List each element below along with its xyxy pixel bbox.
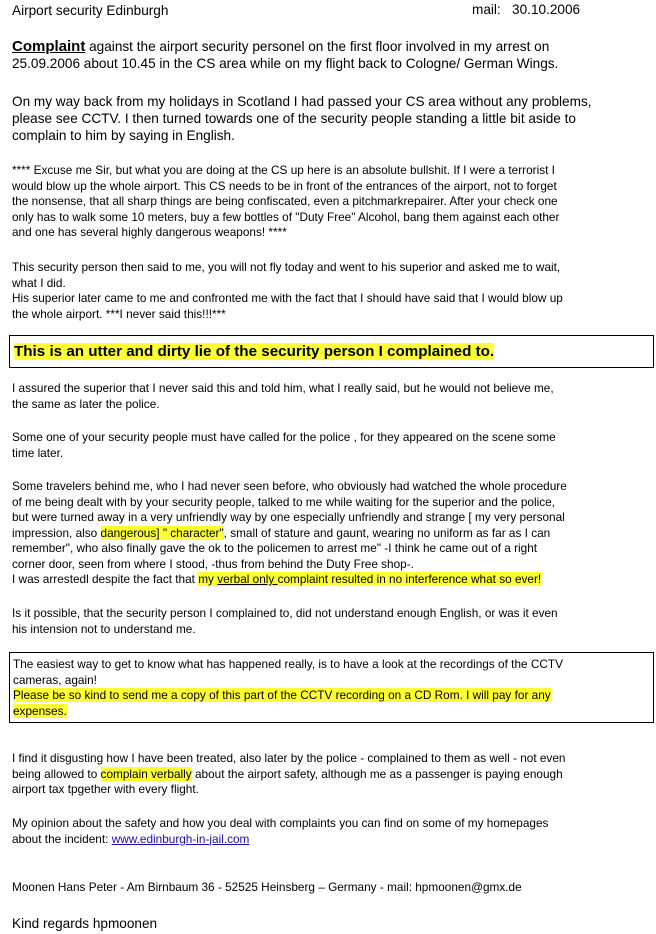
p6-line: his intension not to understand me. [12, 621, 196, 636]
paragraph-homepages [12, 816, 646, 847]
p7-line: airport tax tpgether with every flight. [12, 782, 199, 796]
cctv-line: The easiest way to get to know what has happened really, is to have a look at the recordings of the CCTV [13, 657, 563, 671]
highlight-no-interference: complaint resulted in no interference what so ever! [277, 572, 542, 586]
p2-line: the whole airport. ***I never said this!!!*** [12, 306, 226, 321]
complaint-label: Complaint [12, 38, 86, 55]
p7-line: I find it disgusting how I have been treated, also later by the police - complained to them as well - not even [12, 751, 566, 765]
mail-date-value: 30.10.2006 [512, 2, 581, 17]
paragraph-superior [12, 260, 646, 322]
p5-line: corner door, seen from where I stood, -thus from behind the Duty Free shop-. [12, 556, 414, 571]
p8-text: about the incident: [12, 831, 112, 846]
p5-text: I was arrestedl despite the fact that [12, 572, 199, 586]
p3-line: I assured the superior that I never said this and told him, what I really said, but he would not believe me, [12, 381, 554, 395]
p4-line: time later. [12, 445, 64, 460]
homepage-link[interactable]: www.edinburgh-in-jail.com [111, 831, 250, 846]
p1-line: please see CCTV. I then turned towards one of the security people standing a little bit aside to [12, 111, 576, 126]
mail-date [472, 2, 580, 17]
paragraph-assured [12, 381, 646, 412]
p2-line: This security person then said to me, you will not fly today and went to his superior and asked me to wait, [12, 260, 561, 274]
p5-text: impression, also [12, 525, 101, 540]
p1-line: On my way back from my holidays in Scotland I had passed your CS area without any problems, [12, 94, 592, 109]
p5-text: , small of stature and gaunt, wearing no uniform as far as I can [223, 525, 551, 540]
quote-line: **** Excuse me Sir, but what you are doing at the CS up here is an absolute bullshit. If I were a terrorist I [12, 163, 555, 177]
paragraph-travelers [12, 479, 646, 588]
quote-line: only has to walk some 10 meters, buy a few bottles of "Duty Free" Alcohol, bang them against each other [12, 209, 560, 224]
quote-line: and one has several highly dangerous weapons! **** [12, 225, 287, 239]
recipient: Airport security Edinburgh [12, 3, 169, 18]
lie-statement: This is an utter and dirty lie of the security person I complained to. [14, 343, 495, 360]
p6-line: Is it possible, that the security person I complained to, did not understand enough English, or was it even [12, 606, 558, 620]
p5-line: remember", who also finally gave the ok to the policemen to arrest me" -I think he came out of a right [12, 541, 538, 555]
paragraph-english [12, 606, 646, 637]
p1-line: complain to him by saying in English. [12, 128, 235, 143]
p8-line: My opinion about the safety and how you deal with complaints you can find on some of my homepages [12, 816, 549, 830]
paragraph-police [12, 430, 646, 461]
p7-text: about the airport safety, although me as a passenger is paying enough [191, 766, 563, 781]
sender-address: Moonen Hans Peter - Am Birnbaum 36 - 52525 Heinsberg – Germany - mail: hpmoonen@gmx.de [12, 880, 522, 894]
paragraph-holidays [12, 93, 646, 144]
paragraph-disgusting [12, 751, 646, 798]
complaint-paragraph [12, 38, 646, 72]
p4-line: Some one of your security people must have called for the police , for they appeared on the scene some [12, 430, 556, 444]
cctv-request-box [9, 652, 654, 723]
p5-line: of me being dealt with by your security people, talked to me while waiting for the superior and the police, [12, 494, 555, 509]
closing-regards: Kind regards hpmoonen [12, 916, 158, 931]
p5-line: but were turned away in a very unfriendly way by one especially unfriendly and strange [ my very personal [12, 510, 565, 524]
p2-line: His superior later came to me and confronted me with the fact that I should have said that I would blow up [12, 291, 563, 305]
quote-line: would blow up the whole airport. This CS needs to be in front of the entrances of the airport, not to forget [12, 178, 557, 193]
highlight-verbal-only: verbal only [217, 572, 278, 586]
p2-line: what I did. [12, 275, 66, 290]
quoted-complaint [12, 163, 646, 241]
p5-line: Some travelers behind me, who I had never seen before, who obviously had watched the whole procedure [12, 479, 567, 493]
cctv-line: cameras, again! [13, 672, 97, 687]
lie-statement-box [9, 335, 654, 368]
complaint-text-2: 25.09.2006 about 10.45 in the CS area while on my flight back to Cologne/ German Wings. [12, 56, 559, 71]
cctv-request-highlight: Please be so kind to send me a copy of this part of the CCTV recording on a CD Rom. I will pay for any [13, 688, 551, 702]
highlight-complain-verbally: complain verbally [100, 766, 192, 781]
complaint-text-1: against the airport security personel on the first floor involved in my arrest on [85, 39, 550, 54]
highlight-verbal: my [198, 572, 218, 586]
quote-line: the nonsense, that all sharp things are being confiscated, even a pitchmarkrepairer. After your check one [12, 194, 558, 208]
cctv-request-highlight: expenses. [13, 703, 67, 718]
mail-date-label: mail: [472, 2, 501, 17]
highlight-character: dangerous] " character" [100, 525, 224, 540]
p3-line: the same as later the police. [12, 396, 160, 411]
p7-text: being allowed to [12, 766, 101, 781]
